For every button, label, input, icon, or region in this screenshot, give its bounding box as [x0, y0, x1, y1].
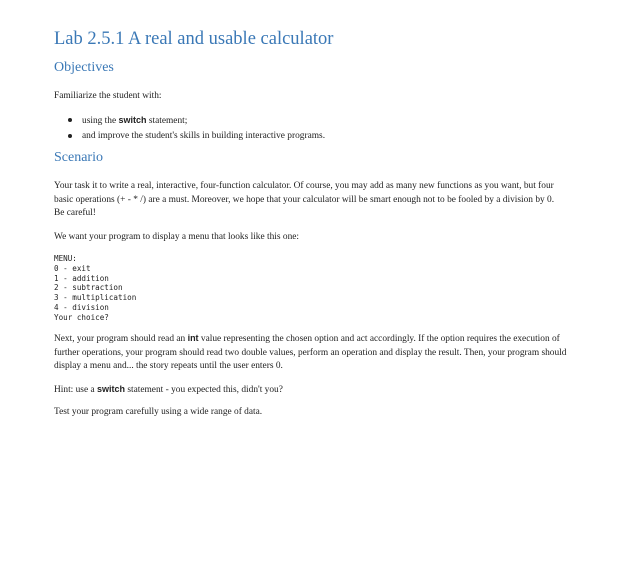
objectives-item — [54, 113, 325, 129]
keyword-int: int — [187, 333, 199, 343]
menu-line: 4 - division — [54, 302, 109, 312]
objectives-item-text: using the — [82, 116, 119, 126]
menu-line: Your choice? — [54, 312, 109, 322]
hint-text: statement - you expected this, didn't you? — [124, 385, 283, 395]
menu-line: 1 - addition — [54, 273, 109, 283]
paragraph-line — [54, 332, 599, 347]
menu-line: 0 - exit — [54, 263, 91, 273]
objectives-item-text: statement; — [146, 116, 188, 126]
paragraph-line: further operations, your program should read two double values, perform an operation and display the result. Then, your program should — [54, 347, 567, 358]
bullet-icon — [68, 134, 72, 138]
scenario-paragraph-2: We want your program to display a menu that looks like this one: — [54, 232, 300, 242]
bullet-icon — [68, 118, 72, 122]
menu-line: 3 - multiplication — [54, 293, 137, 303]
menu-line: 2 - subtraction — [54, 283, 123, 293]
objectives-intro: Familiarize the student with: — [54, 91, 162, 101]
objectives-list — [54, 113, 325, 144]
scenario-paragraph-1 — [54, 180, 599, 221]
paragraph-text: Next, your program should read an — [54, 334, 188, 344]
objectives-item-text: and improve the student's skills in building interactive programs. — [82, 131, 326, 141]
lab-title: Lab 2.5.1 A real and usable calculator — [54, 29, 334, 49]
keyword-switch: switch — [96, 384, 125, 394]
scenario-paragraph-3 — [54, 332, 599, 374]
objectives-item — [54, 129, 325, 144]
hint-text: Hint: use a — [54, 385, 97, 395]
scenario-heading: Scenario — [54, 150, 103, 165]
menu-code-block — [54, 254, 136, 323]
keyword-switch: switch — [118, 115, 147, 125]
menu-line: MENU: — [54, 254, 77, 263]
paragraph-line: Your task it to write a real, interactive, four-function calculator. Of course, you may add as many new functions as you want, but four — [54, 181, 554, 191]
paragraph-text: value representing the chosen option and act accordingly. If the option requires the execution of — [198, 334, 560, 344]
test-paragraph: Test your program carefully using a wide range of data. — [54, 407, 263, 417]
paragraph-line: display a menu and... the story repeats until the user enters 0. — [54, 361, 283, 371]
hint-paragraph — [54, 383, 599, 398]
objectives-heading: Objectives — [54, 60, 114, 75]
paragraph-line: Be careful! — [54, 208, 96, 218]
paragraph-line: basic operations (+ - * /) are a must. Moreover, we hope that your calculator will be smart enough not to be fooled by a division by 0. — [54, 194, 555, 205]
